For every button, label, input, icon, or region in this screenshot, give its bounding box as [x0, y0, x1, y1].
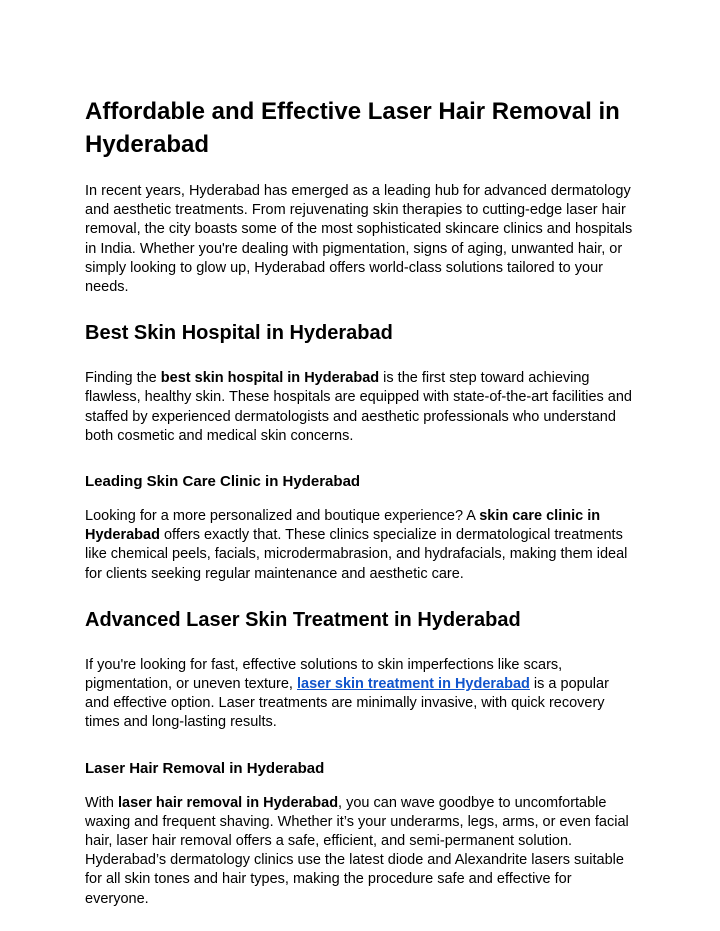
paragraph-text: offers exactly that. These clinics specialize in dermatological treatments like chemical peels, facials, microdermabrasion, and hydrafacials, making them ideal for clients seeking regular maintenance and aesthetic care.	[85, 527, 628, 582]
document-page	[85, 95, 637, 929]
laser-skin-treatment-link[interactable]: laser skin treatment in Hyderabad	[297, 676, 530, 693]
paragraph-text: , you can wave goodbye to uncomfortable waxing and frequent shaving. Whether it’s your underarms, legs, arms, or even facial hair, laser hair removal offers a safe, efficient, and semi-permanent solution. Hyderabad’s dermatology clinics use the latest diode and Alexandrite lasers suitable for all skin tones and hair types, making the procedure safe and effective for everyone.	[85, 794, 629, 907]
bold-keyword: skin care clinic in Hyderabad	[85, 508, 601, 544]
section-heading-skin-care-clinic: Leading Skin Care Clinic in Hyderabad	[85, 473, 361, 491]
intro-paragraph: In recent years, Hyderabad has emerged as a leading hub for advanced dermatology and aesthetic treatments. From rejuvenating skin therapies to cutting-edge laser hair removal, the city boasts some of the most sophisticated skincare clinics and hospitals in India. Whether you're dealing with pigmentation, signs of aging, unwanted hair, or simply looking to glow up, Hyderabad offers world-class solutions tailored to your needs.	[85, 183, 633, 296]
paragraph-text: Finding the	[85, 370, 161, 387]
paragraph-text: is a popular and effective option. Laser treatments are minimally invasive, with quick recovery times and long-lasting results.	[85, 676, 609, 731]
section-paragraph-best-skin-hospital	[85, 369, 637, 446]
section-heading-laser-hair-removal: Laser Hair Removal in Hyderabad	[85, 759, 325, 777]
bold-keyword: best skin hospital in Hyderabad	[160, 370, 380, 387]
section-paragraph-laser-hair-removal	[85, 794, 637, 909]
section-paragraph-laser-skin-treatment	[85, 656, 637, 733]
bold-keyword: laser hair removal in Hyderabad	[118, 794, 339, 811]
paragraph-text: If you're looking for fast, effective solutions to skin imperfections like scars, pigmentation, or uneven texture,	[85, 656, 563, 693]
paragraph-text: is the first step toward achieving flawless, healthy skin. These hospitals are equipped with state-of-the-art facilities and staffed by experienced dermatologists and aesthetic professionals who understand both cosmetic and medical skin concerns.	[85, 370, 632, 444]
section-heading-best-skin-hospital: Best Skin Hospital in Hyderabad	[85, 322, 393, 345]
paragraph-text: With	[85, 794, 119, 811]
section-paragraph-skin-care-clinic	[85, 507, 637, 584]
section-heading-laser-skin-treatment: Advanced Laser Skin Treatment in Hyderabad	[85, 608, 521, 631]
paragraph-text: Looking for a more personalized and boutique experience? A	[85, 508, 480, 525]
page-title: Affordable and Effective Laser Hair Removal in Hyderabad	[85, 98, 620, 158]
